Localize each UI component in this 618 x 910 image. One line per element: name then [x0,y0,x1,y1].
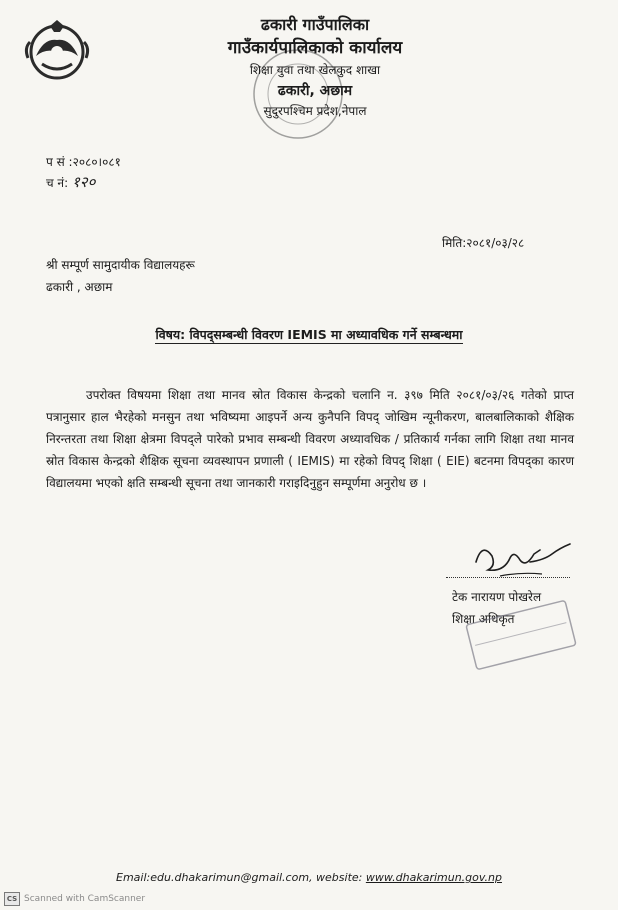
footer-website-link[interactable]: www.dhakarimun.gov.np [365,871,502,884]
letter-number: प सं :२०८०।०८१ [46,155,121,169]
official-stamp [460,600,582,670]
footer-contact [0,871,618,884]
nepal-emblem-icon [22,18,92,82]
footer-email: Email:edu.dhakarimun@gmail.com, website: [116,871,366,884]
letter-body: उपरोक्त विषयमा शिक्षा तथा मानव स्रोत विकास केन्द्रको चलानि न. ३९७ मिति २०८१/०३/२६ गतेको प्राप्त पत्रानुसार हाल भैरहेको मनसुन तथा भविष्यमा आइपर्ने अन्य कुनैपनि विपद् जोखिम न्यूनीकरण, बालबालिकाको शैक्षिक निरन्तरता तथा शिक्षा क्षेत्रमा विपद्ले पारेको प्रभाव सम्बन्धी विवरण अध्यावधिक / प्रतिकार्य गर्नका लागि शिक्षा तथा मानव स्रोत विकास केन्द्रको शैक्षिक सूचना व्यवस्थापन प्रणाली ( IEMIS) मा रहेको विपद् शिक्षा ( EIE) बटनमा विपद्का कारण विद्यालयमा भएको क्षति सम्बन्धी सूचना तथा जानकारी गराइदिनुहुन सम्पूर्णमा अनुरोध छ । [46,388,574,490]
letter-date: मिति:२०८१/०३/२८ [442,236,525,250]
branch-name: शिक्षा युवा तथा खेलकुद शाखा [249,63,381,77]
subject-text: विषय: विपद्सम्बन्धी विवरण IEMIS मा अध्यावधिक गर्ने सम्बन्धमा [155,327,463,342]
province-name: सुदुरपश्चिम प्रदेश,नेपाल [263,104,367,118]
scanner-text: Scanned with CamScanner [24,894,146,904]
dispatch-value: १२० [71,173,96,191]
recipient-line-1: श्री सम्पूर्ण सामुदायीक विद्यालयहरू [46,258,195,272]
letterhead [150,14,480,120]
recipient [46,254,195,298]
municipality-name: ढकारी गाउँपालिका [260,15,370,34]
office-name: गाउँकार्यपालिकाको कार्यालय [227,38,403,58]
scanner-watermark [4,892,145,906]
camscanner-logo-icon: CS [4,892,20,906]
signer-title: शिक्षा अधिकृत [452,612,515,626]
subject-line [0,324,618,343]
recipient-line-2: ढकारी , अछाम [46,280,113,294]
signature-line [446,577,570,578]
signer-name: टेक नारायण पोखरेल [452,590,542,604]
reference-numbers [46,152,121,193]
dispatch-number [46,172,121,193]
dispatch-label: च नं: [46,176,69,190]
handwritten-signature [470,532,580,582]
office-location: ढकारी, अछाम [277,83,353,99]
